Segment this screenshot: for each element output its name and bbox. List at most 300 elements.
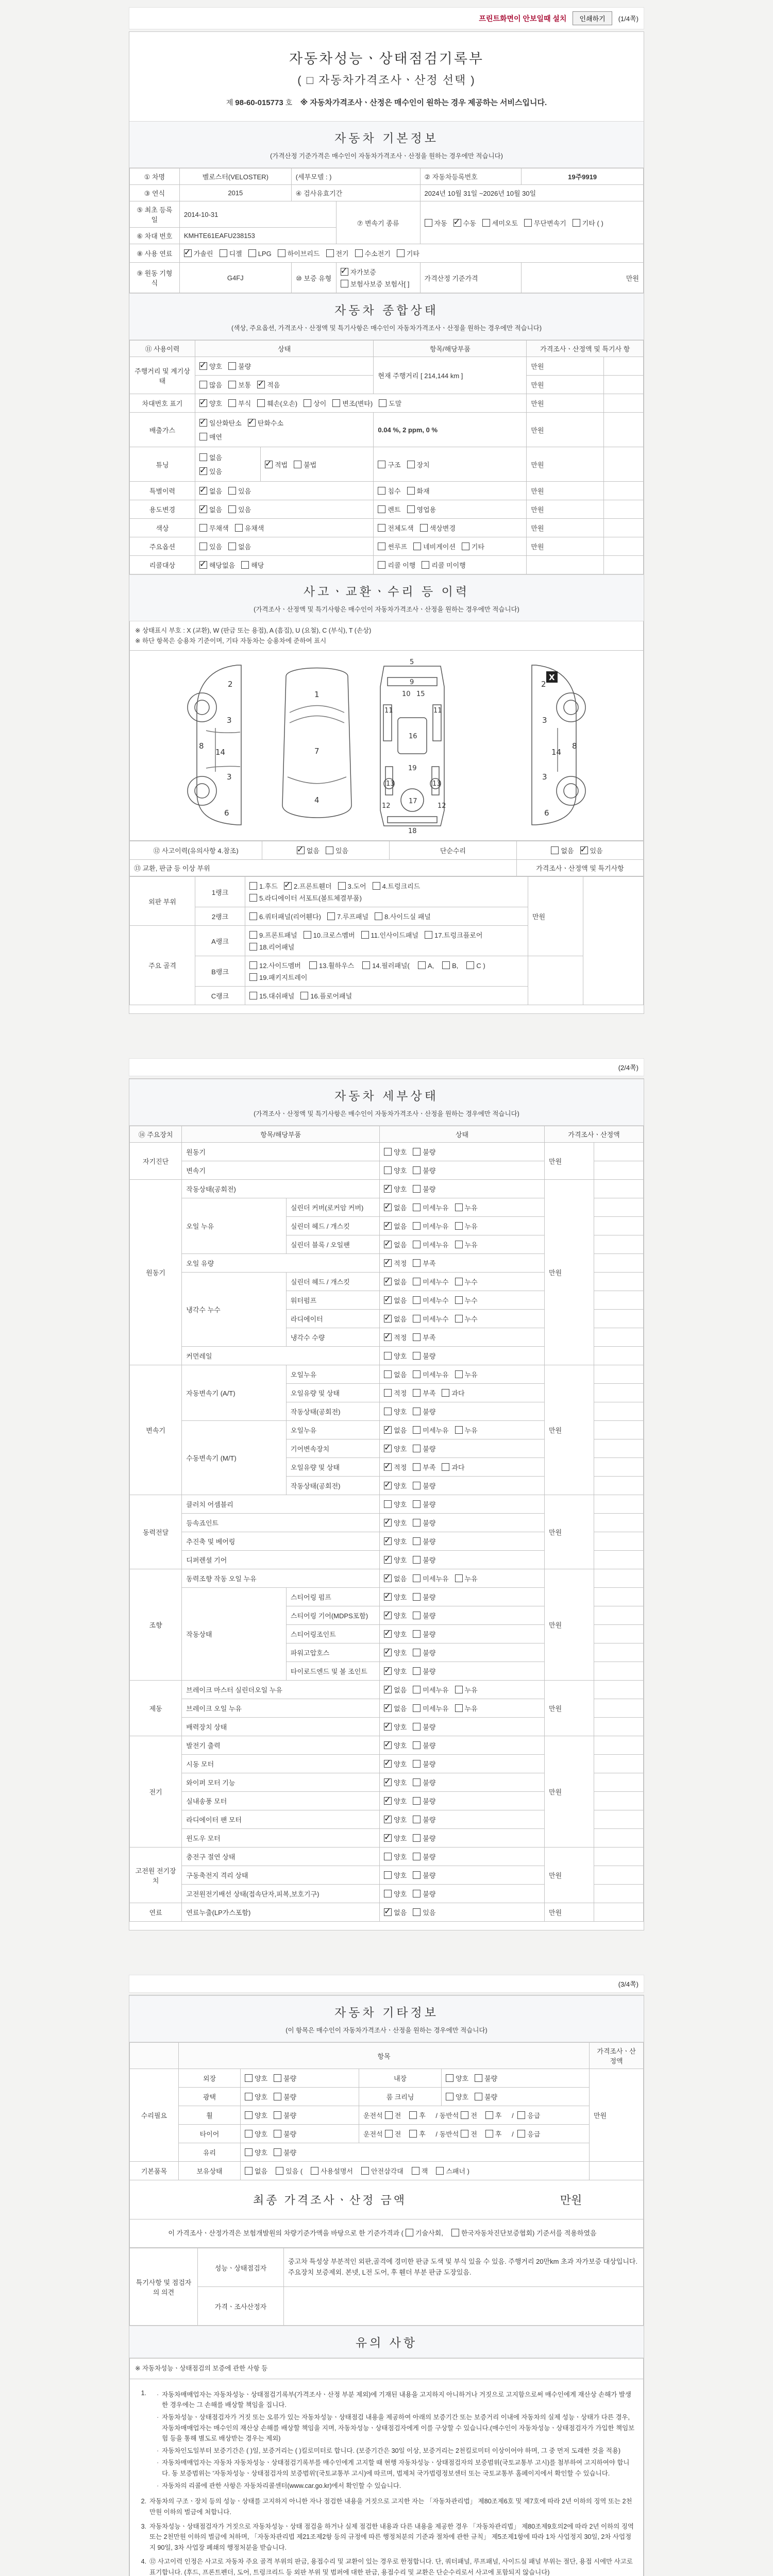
checkbox[interactable] — [355, 249, 363, 257]
checkbox[interactable] — [455, 1686, 463, 1693]
checkbox[interactable] — [228, 505, 236, 513]
checkbox[interactable] — [384, 1389, 392, 1397]
checkbox[interactable] — [580, 846, 588, 854]
option-label: 무채색 — [209, 524, 229, 532]
price-note-cell — [594, 1328, 644, 1347]
checkbox[interactable] — [199, 381, 207, 388]
check-option — [384, 1648, 407, 1657]
checkbox[interactable] — [413, 1500, 421, 1508]
checkbox[interactable] — [413, 1741, 421, 1749]
checkbox[interactable] — [384, 1482, 392, 1489]
checkbox[interactable] — [413, 1871, 421, 1879]
checkbox[interactable] — [265, 461, 273, 468]
checkbox[interactable] — [249, 943, 257, 951]
checkbox[interactable] — [461, 2111, 468, 2119]
option-label: 전 — [394, 2112, 401, 2120]
option-label: 불량 — [484, 2093, 498, 2101]
checkbox[interactable] — [384, 1686, 392, 1693]
checkbox[interactable] — [384, 1778, 392, 1786]
checkbox[interactable] — [384, 1871, 392, 1879]
checkbox[interactable] — [384, 1741, 392, 1749]
checkbox[interactable] — [413, 1537, 421, 1545]
checkbox[interactable] — [274, 2111, 281, 2119]
checkbox[interactable] — [455, 1222, 463, 1230]
field-vin: ⑥ 차대 번호 — [130, 228, 180, 244]
checkbox[interactable] — [413, 1389, 421, 1397]
checkbox[interactable] — [249, 894, 257, 902]
check-option — [384, 1833, 407, 1843]
option-label: 양호 — [394, 1352, 407, 1360]
checkbox[interactable] — [413, 1519, 421, 1527]
etc-wheel-status — [241, 2106, 359, 2125]
checkbox[interactable] — [436, 2167, 444, 2175]
checkbox[interactable] — [326, 846, 333, 854]
checkbox[interactable] — [413, 1463, 421, 1471]
check-option — [446, 2092, 468, 2102]
checkbox[interactable] — [245, 2167, 253, 2175]
checkbox[interactable] — [241, 561, 249, 569]
check-option — [413, 1518, 435, 1528]
check-option — [284, 881, 332, 891]
checkbox[interactable] — [199, 543, 207, 550]
checkbox[interactable] — [455, 1370, 463, 1378]
row-options-price: 만원 — [527, 537, 604, 556]
checkbox[interactable] — [413, 1890, 421, 1897]
checkbox[interactable] — [413, 1704, 421, 1712]
checkbox[interactable] — [384, 1148, 392, 1156]
checkbox[interactable] — [409, 2111, 417, 2119]
checkbox[interactable] — [384, 1204, 392, 1211]
checkbox[interactable] — [413, 1482, 421, 1489]
checkbox[interactable] — [397, 249, 405, 257]
checkbox[interactable] — [284, 882, 292, 890]
checkbox[interactable] — [257, 381, 265, 388]
checkbox[interactable] — [413, 1593, 421, 1601]
checkbox[interactable] — [413, 1278, 421, 1285]
checkbox[interactable] — [327, 912, 335, 920]
check-option — [413, 1258, 435, 1268]
checkbox[interactable] — [455, 1241, 463, 1248]
checkbox[interactable] — [413, 1816, 421, 1823]
check-option — [265, 460, 288, 469]
checkbox[interactable] — [384, 1760, 392, 1768]
checkbox[interactable] — [413, 1426, 421, 1434]
checkbox[interactable] — [466, 961, 474, 969]
checkbox[interactable] — [551, 846, 559, 854]
checkbox[interactable] — [413, 1834, 421, 1842]
checkbox[interactable] — [413, 1222, 421, 1230]
checkbox[interactable] — [413, 1908, 421, 1916]
option-label: 불량 — [423, 1408, 436, 1416]
checkbox[interactable] — [245, 2111, 253, 2119]
detail-item-status — [380, 1273, 545, 1291]
checkbox[interactable] — [413, 1408, 421, 1415]
check-option — [384, 1499, 407, 1509]
checkbox[interactable] — [384, 1408, 392, 1415]
checkbox[interactable] — [384, 1500, 392, 1508]
option-label: 적정 — [394, 1260, 407, 1267]
price-note-cell — [594, 1421, 644, 1439]
checkbox[interactable] — [442, 1389, 449, 1397]
checkbox[interactable] — [248, 419, 256, 427]
checkbox[interactable] — [413, 1315, 421, 1323]
checkbox[interactable] — [378, 461, 385, 468]
check-option — [397, 248, 419, 258]
option-label: 기타 — [406, 250, 419, 258]
checkbox[interactable] — [384, 1463, 392, 1471]
checkbox[interactable] — [455, 1574, 463, 1582]
group-outer-panel: 외판 부위 — [130, 877, 195, 926]
checkbox[interactable] — [442, 1463, 449, 1471]
checkbox[interactable] — [378, 543, 385, 550]
check-option — [413, 1573, 448, 1583]
checkbox[interactable] — [384, 1816, 392, 1823]
checkbox[interactable] — [475, 2093, 482, 2100]
checkbox[interactable] — [485, 2130, 493, 2138]
checkbox[interactable] — [407, 461, 415, 468]
row-vin-mark-status — [195, 394, 527, 413]
row-tuning-kind — [374, 447, 527, 482]
checkbox[interactable] — [300, 992, 308, 999]
checkbox[interactable] — [385, 2130, 393, 2138]
checkbox[interactable] — [517, 2111, 525, 2119]
checkbox[interactable] — [413, 1686, 421, 1693]
check-option — [475, 2092, 497, 2102]
check-option — [249, 881, 278, 891]
checkbox[interactable] — [384, 1333, 392, 1341]
checkbox[interactable] — [199, 362, 207, 370]
checkbox[interactable] — [385, 2111, 393, 2119]
checkbox[interactable] — [418, 961, 426, 969]
checkbox[interactable] — [309, 961, 317, 969]
check-option — [413, 541, 456, 551]
checkbox[interactable] — [413, 543, 421, 550]
checkbox[interactable] — [413, 1185, 421, 1193]
checkbox[interactable] — [362, 961, 370, 969]
checkbox[interactable] — [455, 1704, 463, 1712]
checkbox[interactable] — [384, 1797, 392, 1805]
checkbox[interactable] — [228, 362, 236, 370]
checkbox[interactable] — [384, 1853, 392, 1860]
checkbox[interactable] — [274, 2148, 281, 2156]
check-option — [384, 1295, 407, 1305]
option-label: 누유 — [464, 1204, 478, 1212]
checkbox[interactable] — [446, 2093, 453, 2100]
checkbox[interactable] — [245, 2074, 253, 2082]
checkbox[interactable] — [384, 1296, 392, 1304]
check-option — [384, 1388, 407, 1398]
price-note-cell — [594, 1273, 644, 1291]
svg-text:1: 1 — [314, 690, 320, 699]
svg-text:13: 13 — [386, 780, 395, 788]
checkbox[interactable] — [341, 268, 348, 276]
checkbox[interactable] — [378, 524, 385, 532]
checkbox[interactable] — [228, 381, 236, 388]
checkbox[interactable] — [384, 1278, 392, 1285]
checkbox[interactable] — [361, 931, 369, 939]
option-label: 사용설명서 — [321, 2167, 353, 2175]
checkbox[interactable] — [304, 931, 311, 939]
check-option — [228, 541, 251, 551]
checkbox[interactable] — [413, 1296, 421, 1304]
option-label: 불량 — [423, 1445, 436, 1453]
checkbox[interactable] — [384, 1612, 392, 1619]
checkbox[interactable] — [199, 561, 207, 569]
checkbox[interactable] — [413, 1778, 421, 1786]
checkbox[interactable] — [384, 1537, 392, 1545]
checkbox[interactable] — [455, 1426, 463, 1434]
checkbox[interactable] — [413, 1612, 421, 1619]
checkbox[interactable] — [378, 561, 385, 569]
checkbox[interactable] — [373, 882, 380, 890]
checkbox[interactable] — [413, 1556, 421, 1564]
checkbox[interactable] — [199, 433, 207, 440]
checkbox[interactable] — [249, 931, 257, 939]
checkbox[interactable] — [228, 543, 236, 550]
check-option — [384, 1202, 407, 1212]
row-recall-item — [374, 556, 527, 574]
checkbox[interactable] — [425, 219, 432, 227]
checkbox[interactable] — [338, 882, 346, 890]
checkbox[interactable] — [485, 2111, 493, 2119]
checkbox[interactable] — [407, 505, 415, 513]
detail-row — [130, 1848, 644, 1866]
checkbox[interactable] — [249, 973, 257, 981]
checkbox[interactable] — [294, 461, 301, 468]
checkbox[interactable] — [420, 524, 428, 532]
checkbox[interactable] — [412, 2167, 419, 2175]
checkbox[interactable] — [257, 399, 265, 407]
checkbox[interactable] — [482, 219, 490, 227]
checkbox[interactable] — [422, 561, 429, 569]
checkbox[interactable] — [409, 2130, 417, 2138]
checkbox[interactable] — [413, 1649, 421, 1656]
check-option — [384, 1666, 407, 1676]
checkbox[interactable] — [517, 2130, 525, 2138]
check-option — [446, 2073, 468, 2083]
checkbox[interactable] — [249, 992, 257, 999]
checkbox[interactable] — [462, 543, 469, 550]
checkbox[interactable] — [249, 912, 257, 920]
checkbox[interactable] — [413, 1204, 421, 1211]
checkbox[interactable] — [276, 2167, 283, 2175]
final-price-unit: 만원 — [560, 2194, 582, 2207]
option-label: 누유 — [464, 1575, 478, 1583]
checkbox[interactable] — [228, 487, 236, 495]
detail-item-status — [380, 1903, 545, 1922]
checkbox[interactable] — [228, 399, 236, 407]
check-option — [384, 1573, 407, 1583]
checkbox[interactable] — [384, 1667, 392, 1675]
detail-item-status — [380, 1532, 545, 1551]
checkbox[interactable] — [413, 1370, 421, 1378]
checkbox[interactable] — [384, 1593, 392, 1601]
detail-item-status — [380, 1180, 545, 1198]
checkbox[interactable] — [248, 249, 256, 257]
detail-row — [130, 1365, 644, 1384]
row-tuning-price: 만원 — [527, 447, 604, 482]
checkbox[interactable] — [407, 487, 415, 495]
checkbox[interactable] — [384, 1445, 392, 1452]
checkbox[interactable] — [326, 249, 334, 257]
checkbox[interactable] — [199, 453, 207, 461]
checkbox[interactable] — [413, 1148, 421, 1156]
checkbox[interactable] — [245, 2093, 253, 2100]
checkbox[interactable] — [524, 219, 532, 227]
checkbox[interactable] — [384, 1185, 392, 1193]
doc-price-select: ( □ 자동차가격조사ㆍ산정 선택 ) — [297, 74, 476, 87]
checkbox[interactable] — [384, 1259, 392, 1267]
checkbox[interactable] — [378, 487, 385, 495]
checkbox[interactable] — [413, 1797, 421, 1805]
checkbox[interactable] — [249, 882, 257, 890]
checkbox[interactable] — [384, 1222, 392, 1230]
checkbox[interactable] — [311, 2167, 318, 2175]
detail-item-label: 실린더 헤드 / 개스킷 — [286, 1217, 379, 1235]
checkbox[interactable] — [413, 1630, 421, 1638]
checkbox[interactable] — [199, 467, 207, 475]
checkbox[interactable] — [384, 1574, 392, 1582]
overall-state-table — [129, 340, 644, 574]
remarks-table — [129, 2248, 644, 2326]
checkbox[interactable] — [341, 280, 348, 287]
checkbox[interactable] — [451, 2229, 459, 2236]
checkbox[interactable] — [453, 219, 461, 227]
checkbox[interactable] — [245, 2148, 253, 2156]
checkbox[interactable] — [249, 961, 257, 969]
row-options-item — [374, 537, 527, 556]
checkbox[interactable] — [199, 524, 207, 532]
checkbox[interactable] — [332, 399, 340, 407]
svg-text:5: 5 — [410, 658, 414, 666]
checkbox[interactable] — [274, 2130, 281, 2138]
checkbox[interactable] — [413, 1445, 421, 1452]
checkbox[interactable] — [274, 2093, 281, 2100]
checkbox[interactable] — [384, 1890, 392, 1897]
checkbox[interactable] — [413, 1853, 421, 1860]
checkbox[interactable] — [475, 2074, 482, 2082]
checkbox[interactable] — [384, 1519, 392, 1527]
option-label: 탄화수소 — [257, 419, 284, 427]
detail-row — [130, 1495, 644, 1514]
option-label: 썬루프 — [388, 543, 408, 551]
checkbox[interactable] — [461, 2130, 468, 2138]
checkbox[interactable] — [384, 1649, 392, 1656]
checkbox[interactable] — [375, 912, 382, 920]
check-option — [436, 2166, 472, 2176]
checkbox[interactable] — [384, 1241, 392, 1248]
option-label: 장치 — [416, 461, 430, 469]
checkbox[interactable] — [278, 249, 285, 257]
checkbox[interactable] — [413, 1723, 421, 1731]
checkbox[interactable] — [220, 249, 227, 257]
price-note-cell — [594, 1903, 644, 1922]
row-usage-change-item — [374, 500, 527, 519]
checkbox[interactable] — [245, 2130, 253, 2138]
exchange-x-marker — [546, 671, 558, 683]
checkbox[interactable] — [379, 399, 386, 407]
checkbox[interactable] — [199, 419, 207, 427]
checkbox[interactable] — [384, 1723, 392, 1731]
detail-item-status — [380, 1347, 545, 1365]
check-option — [384, 1240, 407, 1249]
checkbox[interactable] — [384, 1704, 392, 1712]
checkbox[interactable] — [384, 1315, 392, 1323]
checkbox[interactable] — [455, 1315, 463, 1323]
print-button[interactable]: 인쇄하기 — [573, 11, 612, 25]
price-note-cell — [594, 1291, 644, 1310]
checkbox[interactable] — [413, 1166, 421, 1174]
checkbox[interactable] — [446, 2074, 453, 2082]
checkbox[interactable] — [384, 1370, 392, 1378]
accident-note-codes: ※ 상태표시 부호 : X (교환), W (판금 또는 용접), A (흠집), U (요철), C (부식), T (손상) — [135, 627, 372, 634]
checkbox[interactable] — [384, 1352, 392, 1360]
check-option — [300, 991, 352, 1001]
checkbox[interactable] — [274, 2074, 281, 2082]
checkbox[interactable] — [384, 1908, 392, 1916]
checkbox[interactable] — [384, 1166, 392, 1174]
checkbox[interactable] — [384, 1556, 392, 1564]
checkbox[interactable] — [413, 1574, 421, 1582]
checkbox[interactable] — [384, 1426, 392, 1434]
checkbox[interactable] — [442, 961, 450, 969]
checkbox[interactable] — [455, 1204, 463, 1211]
checkbox[interactable] — [199, 505, 207, 513]
checkbox[interactable] — [235, 524, 243, 532]
option-label: 불량 — [423, 1798, 436, 1805]
check-option — [249, 911, 321, 921]
price-note-cell — [594, 1792, 644, 1810]
checkbox[interactable] — [384, 1630, 392, 1638]
option-label: 과다 — [451, 1464, 465, 1471]
checkbox[interactable] — [384, 1834, 392, 1842]
option-label: 렌트 — [388, 506, 401, 514]
checkbox[interactable] — [297, 846, 305, 854]
checkbox[interactable] — [361, 2167, 369, 2175]
checkbox[interactable] — [455, 1296, 463, 1304]
checkbox[interactable] — [413, 1760, 421, 1768]
checkbox[interactable] — [413, 1241, 421, 1248]
device-group-label: 전기 — [130, 1736, 182, 1848]
checkbox[interactable] — [199, 399, 207, 407]
checkbox[interactable] — [413, 1667, 421, 1675]
check-option — [332, 398, 373, 408]
detail-item-label: 냉각수 수량 — [286, 1328, 379, 1347]
checkbox[interactable] — [413, 1352, 421, 1360]
checkbox[interactable] — [413, 1259, 421, 1267]
checkbox[interactable] — [425, 931, 432, 939]
checkbox[interactable] — [455, 1278, 463, 1285]
checkbox[interactable] — [378, 505, 385, 513]
option-label: 불량 — [423, 1631, 436, 1638]
checkbox[interactable] — [199, 487, 207, 495]
price-note-cell — [594, 1532, 644, 1551]
checkbox[interactable] — [184, 249, 192, 257]
check-option — [199, 418, 242, 428]
checkbox[interactable] — [304, 399, 311, 407]
option-label: 누유 — [464, 1427, 478, 1434]
field-transmission: ⑦ 변속기 종류 — [336, 201, 420, 244]
option-label: 양호 — [456, 2093, 469, 2101]
option-label: 누수 — [464, 1278, 478, 1286]
checkbox[interactable] — [406, 2229, 413, 2236]
remarks-inspector-label: 성능ㆍ상태점검자 — [198, 2248, 284, 2287]
checkbox[interactable] — [413, 1333, 421, 1341]
svg-text:3: 3 — [542, 772, 547, 782]
check-option — [384, 1870, 407, 1880]
install-notice[interactable]: 프린트화면이 안보일때 설치 — [479, 14, 567, 23]
checkbox[interactable] — [573, 219, 580, 227]
